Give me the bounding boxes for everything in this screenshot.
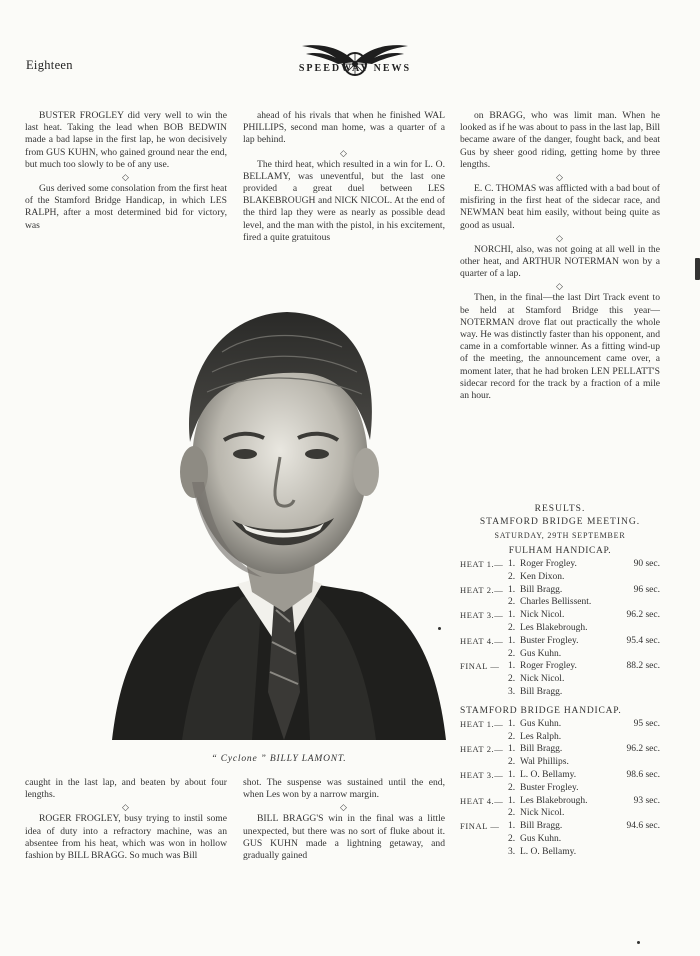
- results-heading: RESULTS.: [534, 504, 586, 514]
- position: 1.: [508, 744, 516, 755]
- result-row: [460, 769, 660, 782]
- result-row: [460, 622, 660, 635]
- position: 2.: [508, 571, 516, 582]
- result-row: [460, 731, 660, 744]
- result-row: [460, 673, 660, 686]
- position: 2.: [508, 731, 516, 742]
- rider-name: Bill Bragg.: [520, 584, 563, 595]
- position: 3.: [508, 686, 516, 697]
- heat-label: FINAL —: [460, 661, 500, 672]
- rider-name: Wal Phillips.: [520, 757, 569, 768]
- result-row: [460, 686, 660, 699]
- masthead-title: SPEEDWAY NEWS: [298, 63, 412, 74]
- position: 2.: [508, 833, 516, 844]
- paragraph: caught in the last lap, and beaten by about four lengths.: [25, 777, 227, 801]
- results-meeting: STAMFORD BRIDGE MEETING.: [479, 517, 641, 527]
- result-row: [460, 833, 660, 846]
- result-row: [460, 782, 660, 795]
- position: 2.: [508, 757, 516, 768]
- result-row: [460, 558, 660, 571]
- position: 3.: [508, 846, 516, 857]
- ornament-divider: ◇: [556, 281, 564, 292]
- race-time: 88.2 sec.: [626, 661, 660, 672]
- position: 2.: [508, 782, 516, 793]
- ornament-divider: ◇: [122, 802, 130, 813]
- position: 1.: [508, 769, 516, 780]
- rider-name: Ken Dixon.: [520, 571, 565, 582]
- column-2-bottom: [243, 777, 445, 862]
- rider-name: Gus Kuhn.: [520, 833, 562, 844]
- rider-name: Gus Kuhn.: [520, 718, 562, 729]
- heat-label: HEAT 1.—: [460, 718, 504, 729]
- column-2-top: [243, 110, 445, 244]
- position: 1.: [508, 661, 516, 672]
- heat-label: HEAT 2.—: [460, 584, 504, 595]
- paragraph: The third heat, which resulted in a win for L. O. BELLAMY, was uneventful, but the last one provided a great duel between LES BLAKEBROUGH and NICK NICOL. At the end of the third lap they were as nearly as possible dead level, and the man with the pistol, in his excitement, fired a quite gratuitous: [243, 158, 445, 243]
- ornament-divider: ◇: [340, 802, 348, 813]
- result-row: [460, 820, 660, 833]
- rider-name: Nick Nicol.: [520, 674, 565, 685]
- result-row: [460, 609, 660, 622]
- position: 1.: [508, 610, 516, 621]
- rider-name: Buster Frogley.: [520, 635, 579, 646]
- rider-name: Roger Frogley.: [520, 559, 577, 569]
- race-time: 90 sec.: [633, 559, 660, 569]
- race-time: 96 sec.: [633, 584, 660, 595]
- paragraph: ROGER FROGLEY, busy trying to instil some idea of duty into a refractory machine, was an absentee from his heat, which was won in hollow fashion by BILL BRAGG. So much was Bill: [25, 813, 227, 862]
- rider-name: Roger Frogley.: [520, 661, 577, 672]
- portrait-image: [112, 292, 446, 740]
- rider-name: Gus Kuhn.: [520, 648, 562, 659]
- winged-wheel-icon: [298, 40, 412, 80]
- page-number: Eighteen: [26, 58, 73, 72]
- result-row: [460, 660, 660, 673]
- column-1-bottom: [25, 777, 227, 862]
- paragraph: BUSTER FROGLEY did very well to win the last heat. Taking the lead when BOB BEDWIN made a bad lapse in the first lap, he won decisively from GUS KUHN, who gained ground near the end, but much too slowly to be of any use.: [25, 110, 227, 170]
- position: 2.: [508, 648, 516, 659]
- ornament-divider: ◇: [122, 172, 130, 183]
- paragraph: on BRAGG, who was limit man. When he looked as if he was about to pass in the last lap, Bill became aware of the danger, fought back, and beat Gus by sheer good riding, getting home by three lengths.: [460, 110, 660, 170]
- rider-name: Les Blakebrough.: [520, 622, 588, 633]
- paragraph: ahead of his rivals that when he finished WAL PHILLIPS, second man home, was a quarter of a lap behind.: [243, 110, 445, 146]
- paragraph: E. C. THOMAS was afflicted with a bad bout of misfiring in the first heat of the sidecar race, and NEWMAN beat him easily, without being quite as good as usual.: [460, 183, 660, 231]
- race-time: 98.6 sec.: [626, 769, 660, 780]
- event-title: STAMFORD BRIDGE HANDICAP.: [460, 705, 622, 716]
- position: 1.: [508, 559, 516, 569]
- column-1-top: [25, 110, 227, 232]
- rider-name: Charles Bellissent.: [520, 597, 592, 608]
- result-row: [460, 795, 660, 808]
- result-row: [460, 635, 660, 648]
- race-time: 96.2 sec.: [626, 744, 660, 755]
- results-date: SATURDAY, 29TH SEPTEMBER: [494, 531, 626, 540]
- heat-label: HEAT 3.—: [460, 610, 504, 621]
- paragraph: Gus derived some consolation from the first heat of the Stamford Bridge Handicap, in which LES RALPH, after a most determined bid for victory, was: [25, 183, 227, 231]
- print-speck: [438, 627, 441, 630]
- masthead: [298, 40, 412, 80]
- position: 2.: [508, 674, 516, 685]
- result-row: [460, 743, 660, 756]
- position: 1.: [508, 584, 516, 595]
- rider-name: Les Ralph.: [520, 731, 562, 742]
- rider-name: Buster Frogley.: [520, 782, 579, 793]
- results-table: [460, 503, 660, 859]
- position: 2.: [508, 622, 516, 633]
- portrait-photo: [112, 292, 446, 740]
- race-time: 94.6 sec.: [626, 821, 660, 832]
- heat-label: FINAL —: [460, 821, 500, 832]
- result-row: [460, 807, 660, 820]
- ornament-divider: ◇: [556, 232, 564, 243]
- result-row: [460, 596, 660, 609]
- photo-caption: “ Cyclone ” BILLY LAMONT.: [211, 754, 347, 764]
- heat-label: HEAT 4.—: [460, 635, 504, 646]
- ornament-divider: ◇: [340, 147, 348, 158]
- paragraph: BILL BRAGG'S win in the final was a little unexpected, but there was no sort of fluke about it. GUS KUHN made a lightning getaway, and gradually gained: [243, 813, 445, 862]
- position: 1.: [508, 635, 516, 646]
- heat-label: HEAT 1.—: [460, 559, 504, 569]
- race-time: 96.2 sec.: [626, 610, 660, 621]
- result-row: [460, 571, 660, 584]
- rider-name: Les Blakebrough.: [520, 795, 588, 806]
- paragraph: shot. The suspense was sustained until the end, when Les won by a narrow margin.: [243, 777, 445, 801]
- ornament-divider: ◇: [556, 172, 564, 183]
- print-speck: [695, 258, 700, 280]
- position: 1.: [508, 821, 516, 832]
- rider-name: Bill Bragg.: [520, 821, 563, 832]
- rider-name: Nick Nicol.: [520, 610, 565, 621]
- result-row: [460, 584, 660, 597]
- print-speck: [637, 941, 640, 944]
- rider-name: Bill Bragg.: [520, 686, 563, 697]
- position: 1.: [508, 795, 516, 806]
- result-row: [460, 718, 660, 731]
- result-row: [460, 846, 660, 859]
- rider-name: L. O. Bellamy.: [520, 769, 577, 780]
- heat-label: HEAT 3.—: [460, 769, 504, 780]
- position: 2.: [508, 808, 516, 819]
- race-time: 95 sec.: [633, 718, 660, 729]
- position: 2.: [508, 597, 516, 608]
- heat-label: HEAT 2.—: [460, 744, 504, 755]
- race-time: 93 sec.: [633, 795, 660, 806]
- event-title: FULHAM HANDICAP.: [508, 546, 612, 556]
- rider-name: L. O. Bellamy.: [520, 846, 577, 857]
- paragraph: NORCHI, also, was not going at all well in the other heat, and ARTHUR NOTERMAN won by a quarter of a lap.: [460, 243, 660, 280]
- heat-label: HEAT 4.—: [460, 795, 504, 806]
- race-time: 95.4 sec.: [626, 635, 660, 646]
- result-row: [460, 756, 660, 769]
- column-3: [460, 110, 660, 402]
- position: 1.: [508, 718, 516, 729]
- rider-name: Nick Nicol.: [520, 808, 565, 819]
- result-row: [460, 648, 660, 661]
- rider-name: Bill Bragg.: [520, 744, 563, 755]
- paragraph: Then, in the final—the last Dirt Track event to be held at Stamford Bridge this year—NOTERMAN drove flat out practically the whole way. He was distinctly faster than his opponent, and came in a comfortable winner. As a fitting wind-up of the meeting, the announcement came over, a moment later, that he had broken LEN PELLATT'S sidecar record for the track by a fraction of a mile an hour.: [460, 292, 660, 402]
